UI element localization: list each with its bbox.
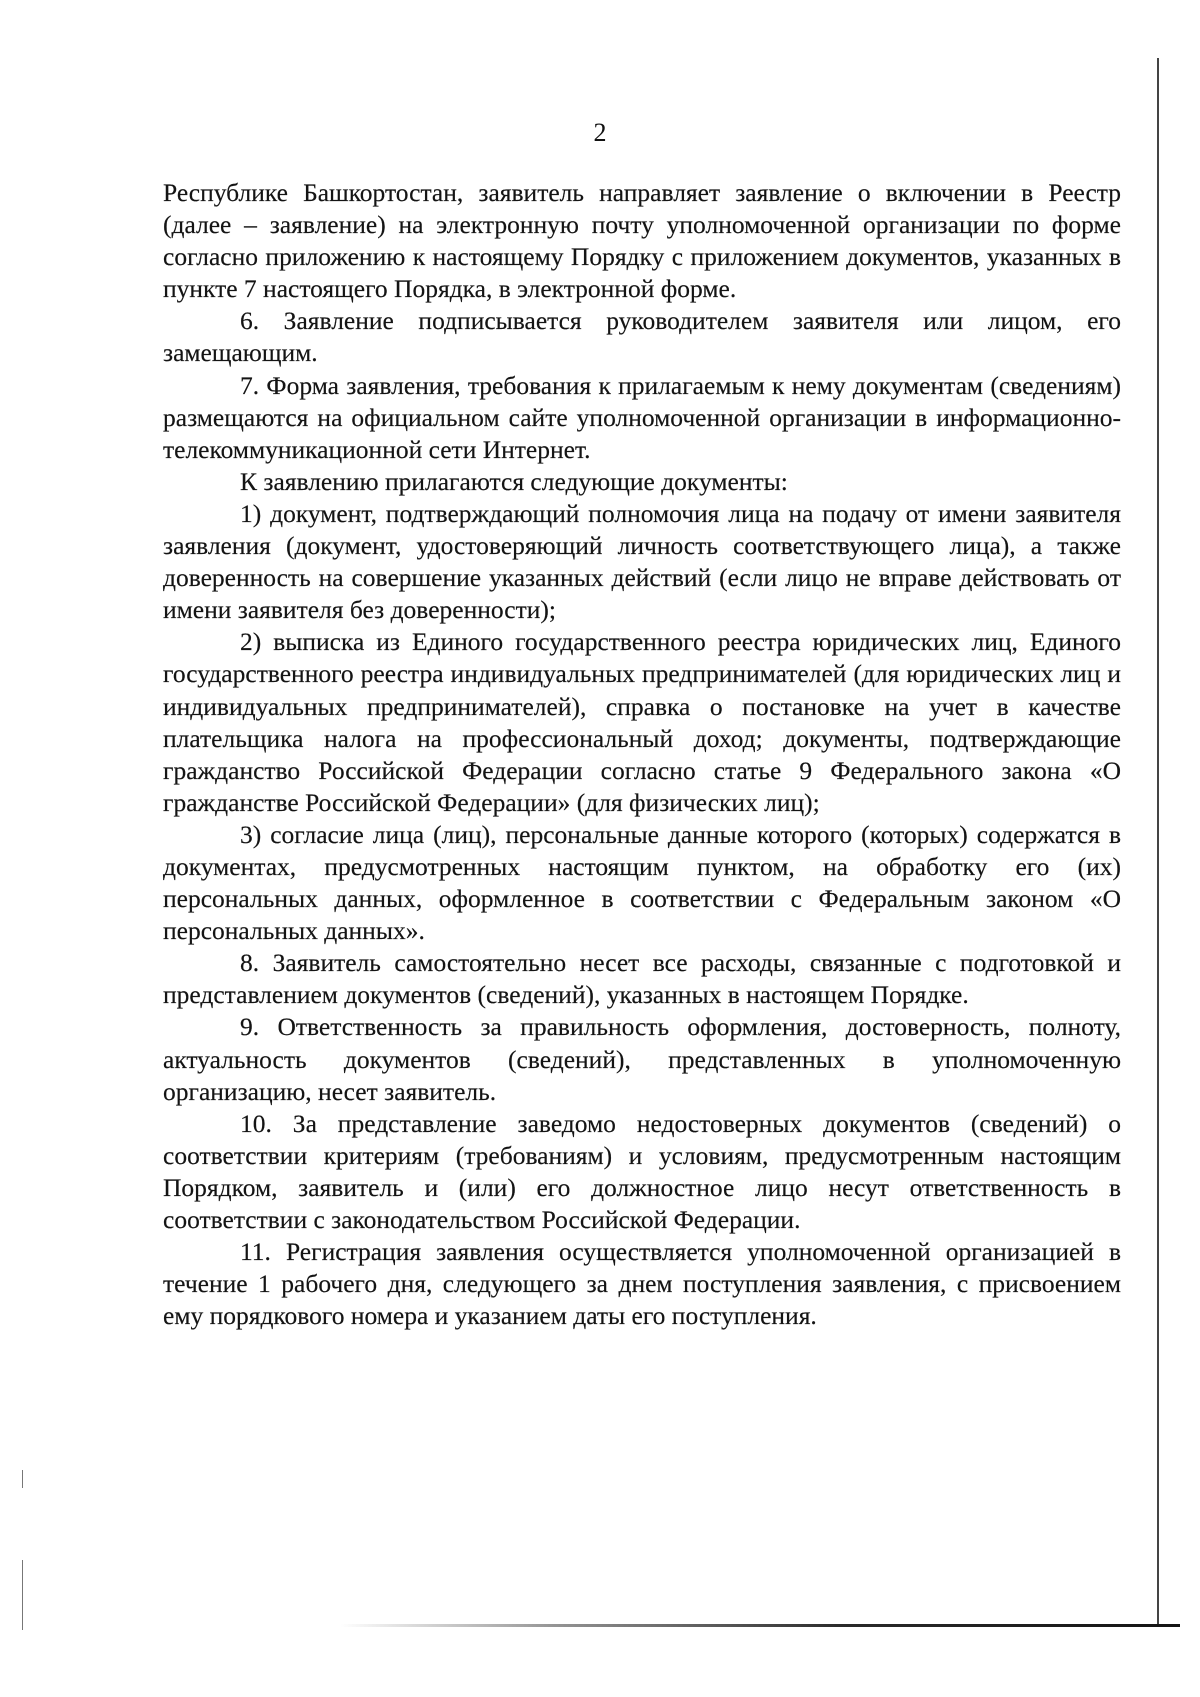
paragraph-continuation: Республике Башкортостан, заявитель направляет заявление о включении в Реестр (далее – заявление) на электронную почту уполномоченной организации по форме согласно приложению к настоящему Порядку с приложением документов, указанных в пункте 7 настоящего Порядка, в электронной форме. <box>163 178 1121 304</box>
paragraph-item-8: 8. Заявитель самостоятельно несет все расходы, связанные с подготовкой и представлением документов (сведений), указанных в настоящем Порядке. <box>163 948 1121 1010</box>
paragraph-item-10: 10. За представление заведомо недостоверных документов (сведений) о соответствии критериям (требованиям) и условиям, предусмотренным настоящим Порядком, заявитель и (или) его должностное лицо несут ответственность в соответствии с законодательством Российской Федерации. <box>163 1108 1121 1234</box>
paragraph-item-6: 6. Заявление подписывается руководителем заявителя или лицом, его замещающим. <box>163 306 1121 368</box>
scan-left-speck <box>22 1470 23 1488</box>
scan-right-edge-line <box>1157 58 1159 1626</box>
paragraph-attached-documents-intro: К заявлению прилагаются следующие документы: <box>240 466 788 496</box>
scan-left-speck <box>22 1560 23 1630</box>
paragraph-item-9: 9. Ответственность за правильность оформления, достоверность, полноту, актуальность документов (сведений), представленных в уполномоченную организацию, несет заявитель. <box>163 1012 1121 1106</box>
scan-bottom-edge-line <box>340 1624 1180 1627</box>
list-item-3: 3) согласие лица (лиц), персональные данные которого (которых) содержатся в документах, предусмотренных настоящим пунктом, на обработку его (их) персональных данных, оформленное в соответствии с Федеральным законом «О персональных данных». <box>163 819 1121 946</box>
paragraph-item-11: 11. Регистрация заявления осуществляется уполномоченной организацией в течение 1 рабочего дня, следующего за днем поступления заявления, с присвоением ему порядкового номера и указанием даты его поступления. <box>163 1237 1121 1331</box>
list-item-2: 2) выписка из Единого государственного реестра юридических лиц, Единого государственного реестра индивидуальных предпринимателей (для юридических лиц и индивидуальных предпринимателей), справка о постановке на учет в качестве плательщика налога на профессиональный доход; документы, подтверждающие гражданство Российской Федерации согласно статье 9 Федерального закона «О гражданстве Российской Федерации» (для физических лиц); <box>163 627 1121 817</box>
page-number: 2 <box>593 118 607 147</box>
list-item-1: 1) документ, подтверждающий полномочия лица на подачу от имени заявителя заявления (документ, удостоверяющий личность соответствующего лица), а также доверенность на совершение указанных действий (если лицо не вправе действовать от имени заявителя без доверенности); <box>163 498 1121 625</box>
document-body <box>163 177 1121 1332</box>
paragraph-item-7: 7. Форма заявления, требования к прилагаемым к нему документам (сведениям) размещаются на официальном сайте уполномоченной организации в информационно-телекоммуникационной сети Интернет. <box>163 370 1121 464</box>
